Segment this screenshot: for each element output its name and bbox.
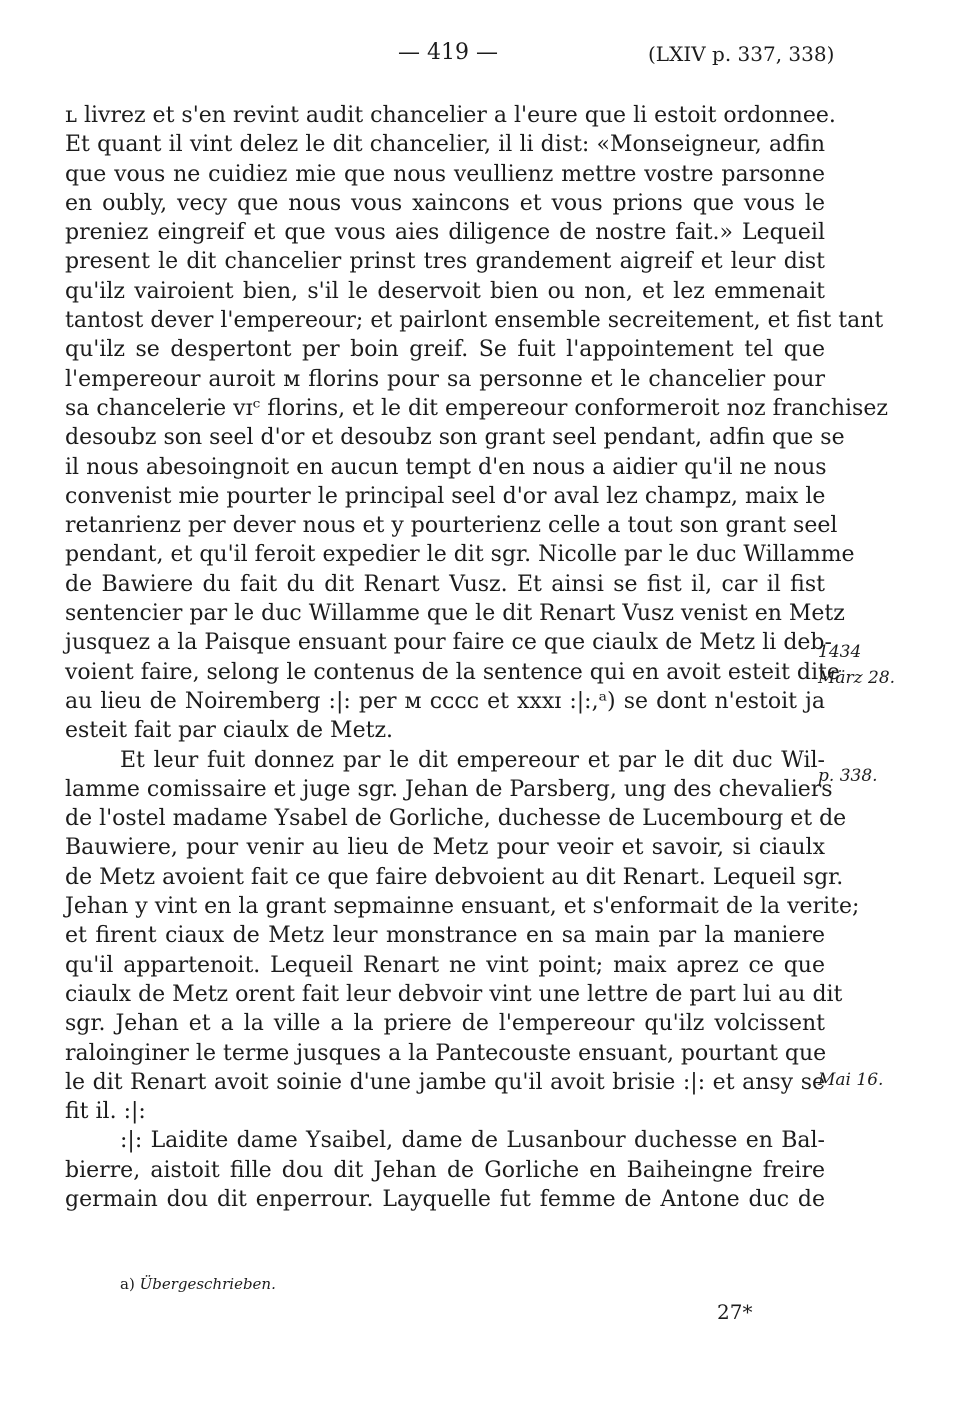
text-line: l'empereour auroit ᴍ florins pour sa personne et le chancelier pour — [65, 366, 825, 392]
text-line: Et quant il vint delez le dit chancelier, il li dist: «Monseigneur, adfin — [65, 132, 825, 158]
margin-note-year: 1434 — [818, 642, 862, 662]
text-line: esteit fait par ciaulx de Metz. — [65, 718, 394, 744]
text-line: Bauwiere, pour venir au lieu de Metz pour veoir et savoir, si ciaulx — [65, 835, 825, 861]
signature-mark: 27* — [717, 1300, 753, 1324]
text-line: qu'ilz vairoient bien, s'il le deservoit bien ou non, et lez emmenait — [65, 278, 825, 304]
text-line: :|: Laidite dame Ysaibel, dame de Lusanbour duchesse en Bal- — [120, 1128, 825, 1154]
text-line: de Metz avoient fait ce que faire debvoient au dit Renart. Lequeil sgr. — [65, 864, 844, 890]
text-line: tantost dever l'empereour; et pairlont ensemble secreitement, et fist tant — [65, 308, 884, 334]
footnote-mark: a) — [120, 1275, 135, 1293]
text-line: present le dit chancelier prinst tres grandement aigreif et leur dist — [65, 249, 825, 275]
text-line: le dit Renart avoit soinie d'une jambe qu'il avoit brisie :|: et ansy se — [65, 1069, 825, 1095]
text-line: sgr. Jehan et a la ville a la priere de l'empereour qu'ilz volcissent — [65, 1011, 825, 1037]
text-line: Jehan y vint en la grant sepmainne ensuant, et s'enformait de la verite; — [65, 894, 860, 920]
text-line: de Bawiere du fait du dit Renart Vusz. Et ainsi se fist il, car il fist — [65, 571, 825, 597]
text-line: ciaulx de Metz orent fait leur debvoir vint une lettre de part lui au dit — [65, 981, 843, 1007]
text-line: que vous ne cuidiez mie que nous veullienz mettre vostre parsonne — [65, 161, 825, 187]
text-line: convenist mie pourter le principal seel d'or aval lez champz, maix le — [65, 483, 826, 509]
text-line: de l'ostel madame Ysabel de Gorliche, duchesse de Lucembourg et de — [65, 806, 847, 832]
margin-note-date: März 28. — [818, 668, 896, 688]
text-line: sentencier par le duc Willamme que le dit Renart Vusz venist en Metz — [65, 601, 845, 627]
text-line: lamme comissaire et juge sgr. Jehan de Parsberg, ung des chevaliers — [65, 776, 833, 802]
text-line: il nous abesoingnoit en aucun tempt d'en nous a aidier qu'il ne nous — [65, 454, 827, 480]
text-line: pendant, et qu'il feroit expedier le dit sgr. Nicolle par le duc Willamme — [65, 542, 855, 568]
text-line: voient faire, selong le contenus de la sentence qui en avoit esteit dite — [65, 659, 840, 685]
text-line: et firent ciaux de Metz leur monstrance en sa main par la maniere — [65, 923, 825, 949]
margin-note-date: Mai 16. — [818, 1070, 884, 1090]
text-line: retanrienz per dever nous et y pourterienz celle a tout son grant seel — [65, 513, 838, 539]
page-number: — 419 — — [398, 40, 498, 65]
text-line: bierre, aistoit fille dou dit Jehan de Gorliche en Baiheingne freire — [65, 1157, 825, 1183]
text-line: germain dou dit enperrour. Layquelle fut femme de Antone duc de — [65, 1186, 825, 1212]
text-line: jusquez a la Paisque ensuant pour faire ce que ciaulx de Metz li deb- — [65, 630, 832, 656]
footnote — [120, 1275, 276, 1293]
text-line: en oubly, vecy que nous vous xaincons et vous prions que vous le — [65, 190, 825, 216]
text-line: au lieu de Noiremberg :|: per ᴍ ᴄᴄᴄᴄ et xxxɪ :|:,ᵃ) se dont n'estoit ja — [65, 688, 825, 714]
text-line: Et leur fuit donnez par le dit empereour et par le dit duc Wil- — [120, 747, 825, 773]
text-line: qu'il appartenoit. Lequeil Renart ne vint point; maix aprez ce que — [65, 952, 825, 978]
text-line: ʟ livrez et s'en revint audit chancelier a l'eure que li estoit ordonnee. — [65, 103, 836, 128]
margin-note-page-ref: p. 338. — [818, 766, 878, 786]
text-line: sa chancelerie ᴠɪᶜ florins, et le dit empereour conformeroit noz franchisez — [65, 395, 888, 421]
footnote-text: Übergeschrieben. — [139, 1275, 276, 1293]
text-line: desoubz son seel d'or et desoubz son grant seel pendant, adfin que se — [65, 425, 845, 451]
source-reference: (LXIV p. 337, 338) — [648, 42, 835, 66]
text-line: fit il. :|: — [65, 1099, 146, 1125]
text-line: raloinginer le terme jusques a la Pantecouste ensuant, pourtant que — [65, 1040, 827, 1066]
text-line: qu'ilz se despertont per boin greif. Se fuit l'appointement tel que — [65, 337, 825, 363]
page-header — [0, 28, 960, 68]
text-line: preniez eingreif et que vous aies diligence de nostre fait.» Lequeil — [65, 220, 825, 246]
